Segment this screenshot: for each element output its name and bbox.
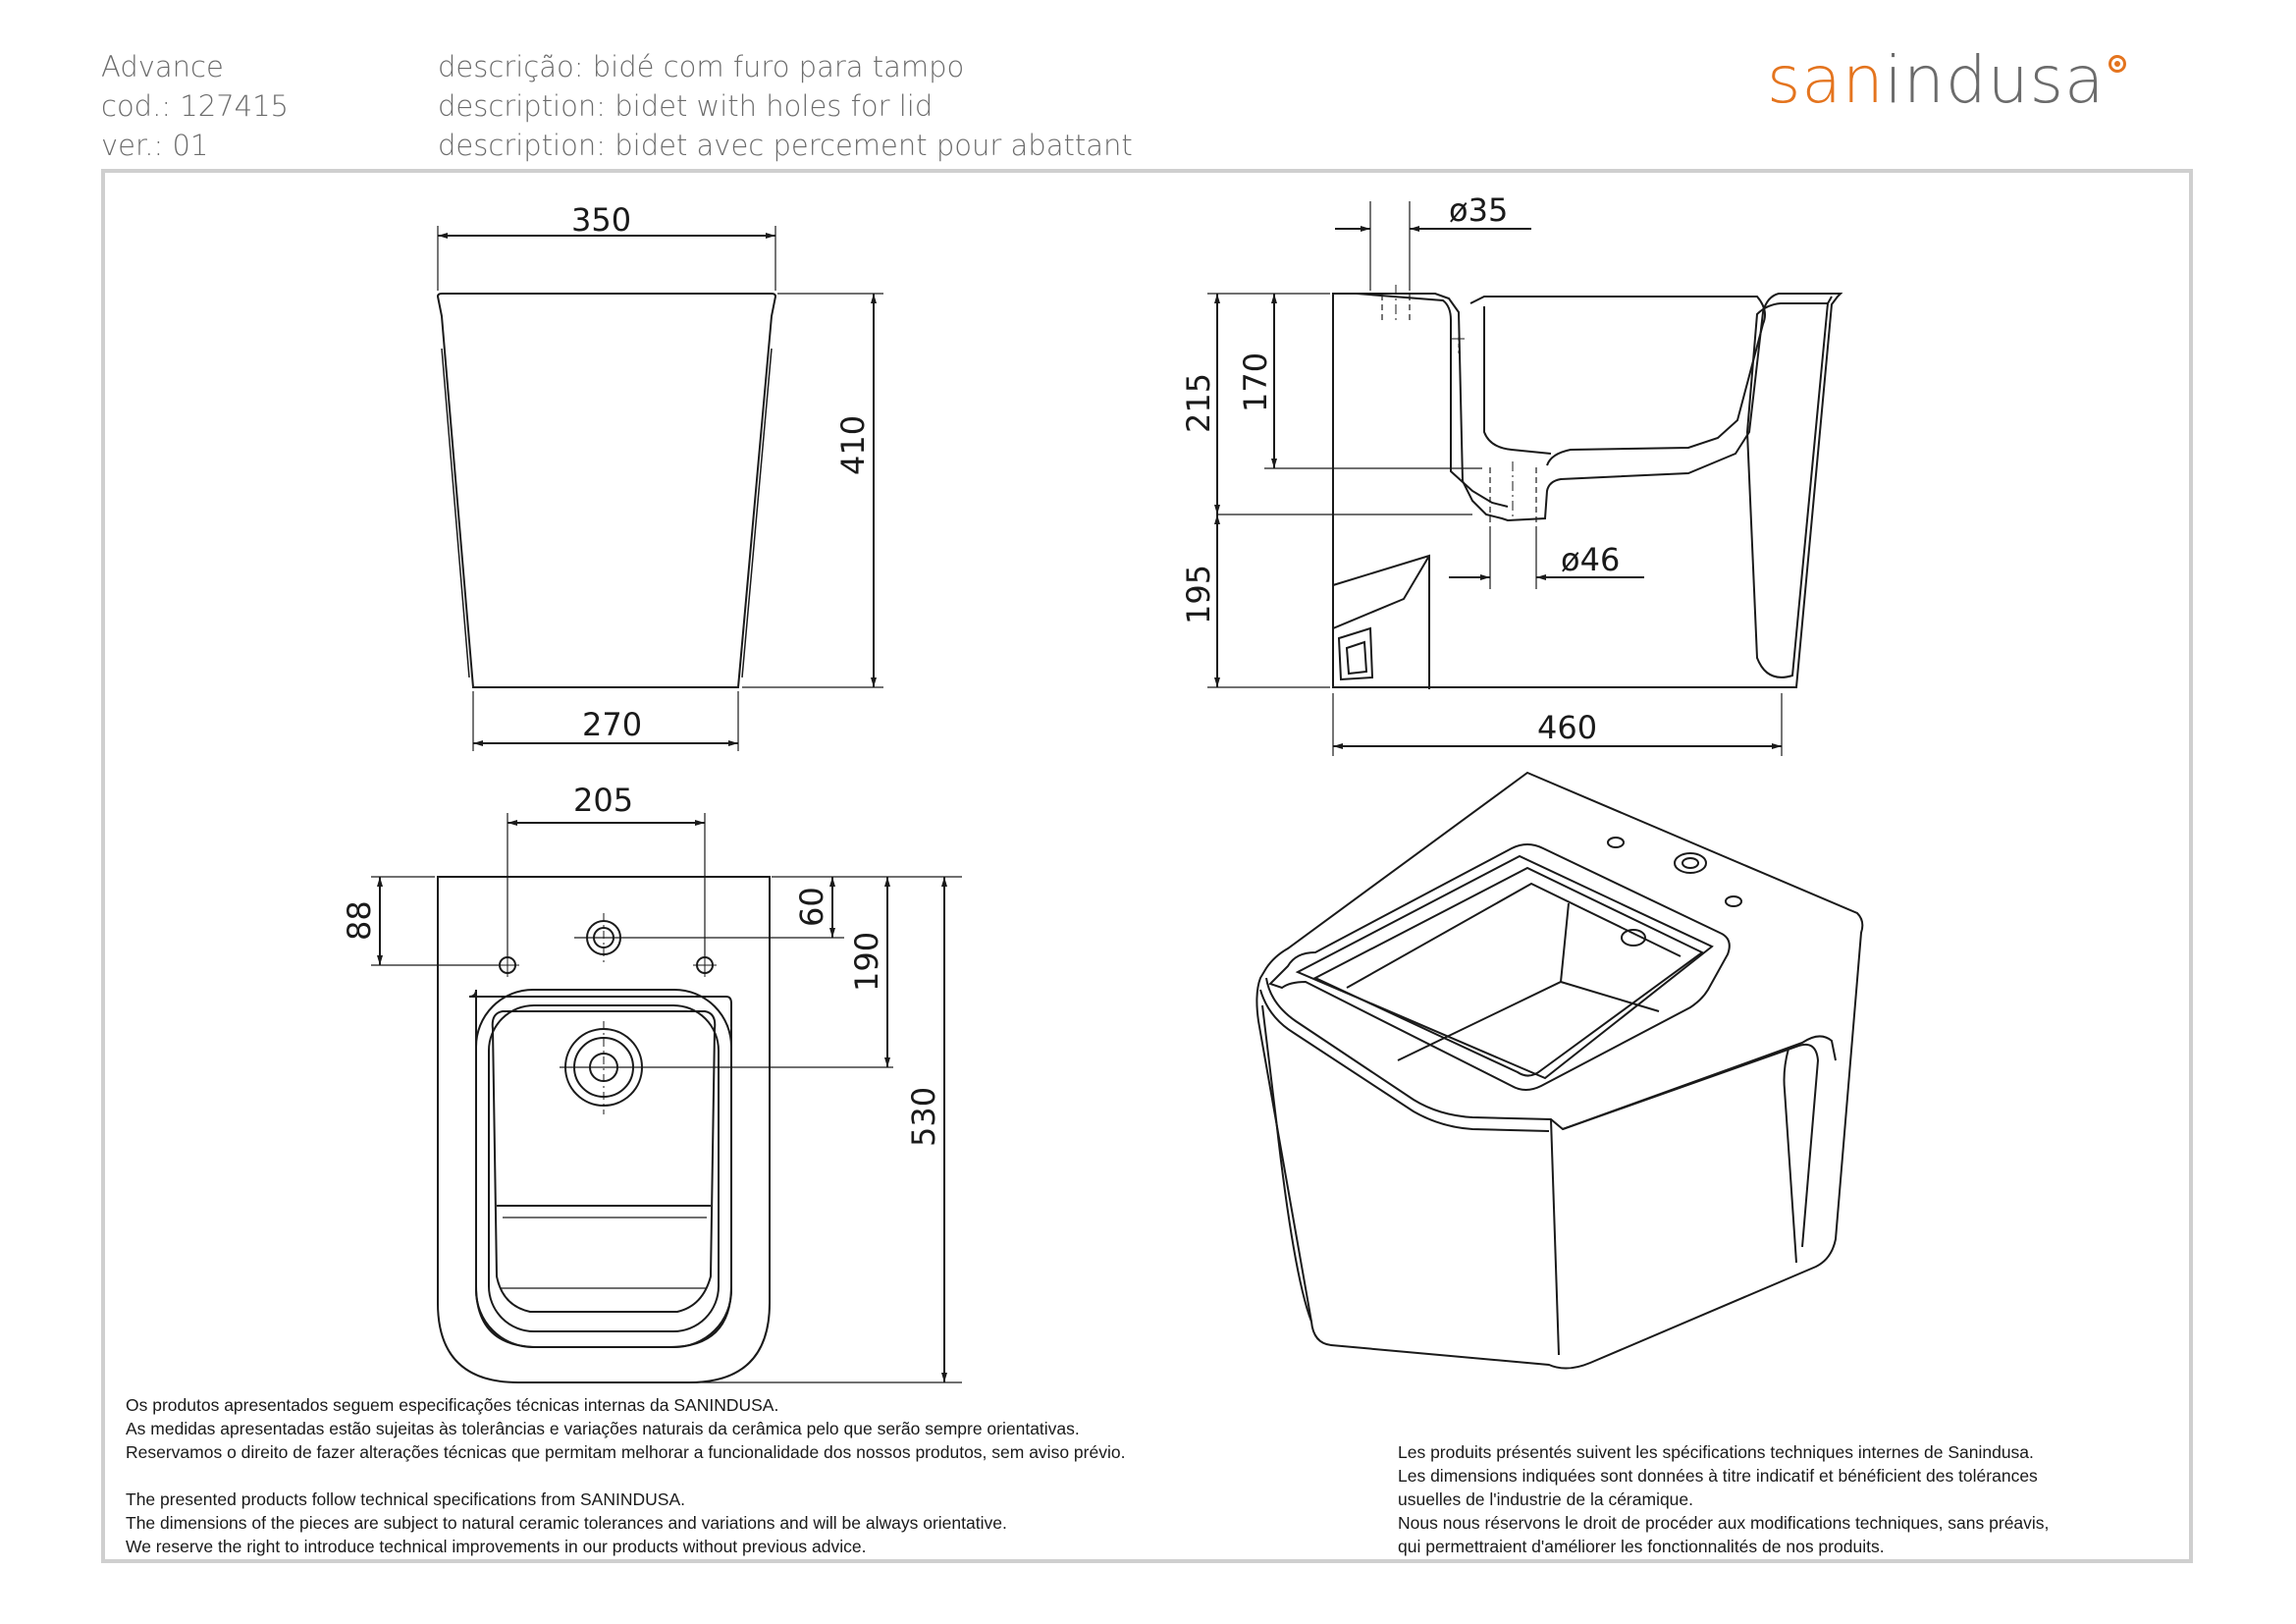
note-pt-3: Reservamos o direito de fazer alterações técnicas que permitam melhorar a funcionalidade dos nossos produtos, sem aviso prévio. <box>126 1442 1126 1462</box>
product-name: Advance <box>101 50 224 83</box>
top-view <box>371 813 962 1382</box>
note-pt-1: Os produtos apresentados seguem especificações técnicas internas da SANINDUSA. <box>126 1395 779 1415</box>
dim-side-tap-hole: ø35 <box>1449 191 1509 229</box>
dim-side-overall-top: 215 <box>1180 372 1217 433</box>
dim-front-height: 410 <box>834 414 872 475</box>
note-fr-2: Les dimensions indiquées sont données à titre indicatif et bénéficient des tolérances <box>1398 1466 2038 1486</box>
note-fr-5: qui permettraient d'améliorer les fonctionnalités de nos produits. <box>1398 1537 1885 1556</box>
notes-portuguese <box>126 1393 1125 1464</box>
note-en-3: We reserve the right to introduce technical improvements in our products without previous advice. <box>126 1537 867 1556</box>
dim-side-bowl-depth: 170 <box>1237 352 1274 412</box>
dim-top-side-hole-offset: 88 <box>341 900 378 941</box>
note-fr-3: usuelles de l'industrie de la céramique. <box>1398 1489 1694 1509</box>
notes-french <box>1398 1440 2049 1558</box>
side-view <box>1207 201 1841 756</box>
dim-top-hole-spacing: 205 <box>573 782 634 819</box>
note-pt-2: As medidas apresentadas estão sujeitas às tolerâncias e variações naturais da cerâmica pelo que serão sempre orientativas. <box>126 1419 1080 1438</box>
product-version: ver.: 01 <box>101 129 209 162</box>
side-view-outline <box>1333 294 1841 687</box>
dim-side-lower-height: 195 <box>1180 564 1217 624</box>
dim-front-bottom-width: 270 <box>582 706 643 743</box>
sanindusa-logo: sanindusa <box>1767 41 2126 120</box>
note-en-1: The presented products follow technical specifications from SANINDUSA. <box>126 1489 685 1509</box>
description-fr: description: bidet avec percement pour abattant <box>438 129 1133 162</box>
description-pt: descrição: bidé com furo para tampo <box>438 50 965 83</box>
note-fr-4: Nous nous réservons le droit de procéder aux modifications techniques, sans préavis, <box>1398 1513 2050 1533</box>
notes-english <box>126 1488 1007 1558</box>
description-en: description: bidet with holes for lid <box>438 89 934 123</box>
dim-front-top-width: 350 <box>571 201 632 239</box>
perspective-view <box>1256 773 1862 1369</box>
note-fr-1: Les produits présentés suivent les spécifications techniques internes de Sanindusa. <box>1398 1442 2034 1462</box>
dim-top-tap-hole-offset: 60 <box>793 887 830 927</box>
dim-top-length: 530 <box>905 1086 942 1147</box>
perspective-outline <box>1256 773 1862 1369</box>
front-view <box>438 226 883 751</box>
product-code: cod.: 127415 <box>101 89 290 123</box>
note-en-2: The dimensions of the pieces are subject to natural ceramic tolerances and variations and will be always orientative. <box>126 1513 1007 1533</box>
dim-side-length: 460 <box>1537 709 1598 746</box>
dim-side-drain: ø46 <box>1561 541 1621 578</box>
dim-top-drain-offset: 190 <box>848 931 885 992</box>
front-view-outline <box>438 294 775 687</box>
